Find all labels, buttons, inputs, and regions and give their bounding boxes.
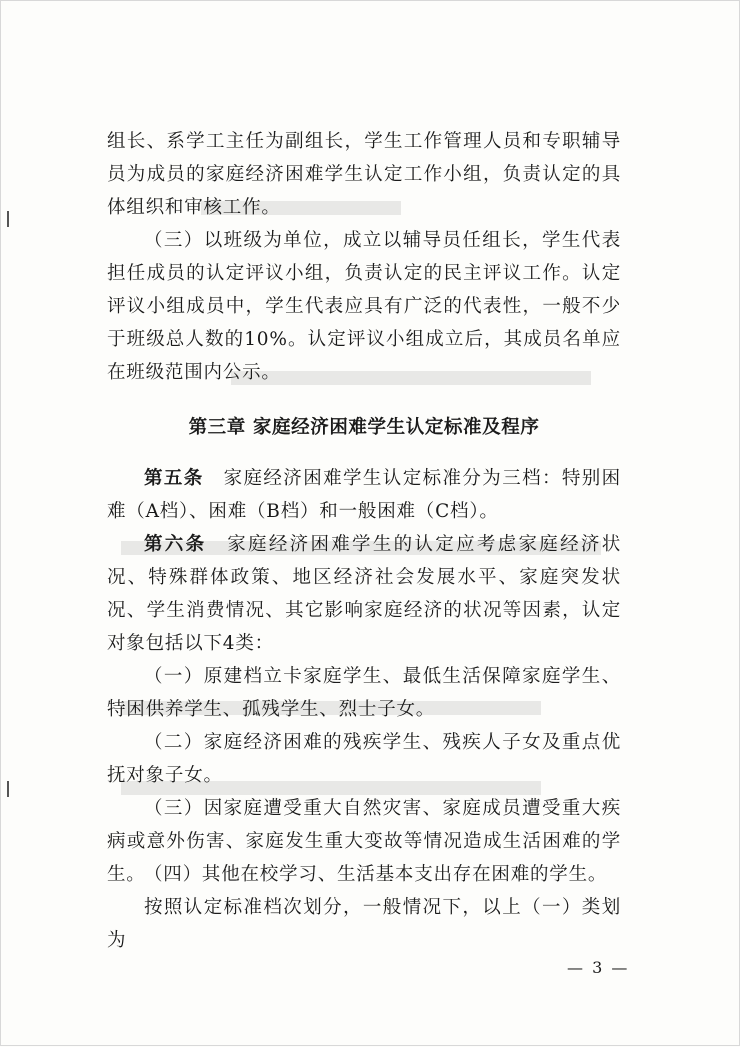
list-item-3: （三）因家庭遭受重大自然灾害、家庭成员遭受重大疾病或意外伤害、家庭发生重大变故等情况造成生活困难的学生。	[107, 798, 621, 885]
binding-mark	[7, 211, 9, 227]
last-paragraph: 按照认定标准档次划分，一般情况下，以上（一）类划为	[107, 897, 621, 951]
page-number: — 3 —	[567, 958, 630, 977]
article-6-text: 家庭经济困难学生的认定应考虑家庭经济状况、特殊群体政策、地区经济社会发展水平、家庭突发状况、学生消费情况、其它影响家庭经济的状况等因素，认定对象包括以下4类：	[107, 534, 622, 654]
paragraph-item-3-committee: （三）以班级为单位，成立以辅导员任组长，学生代表担任成员的认定评议小组，负责认定的民主评议工作。认定评议小组成员中，学生代表应具有广泛的代表性，一般不少于班级总人数的10%。认定评议小组成立后，其成员名单应在班级范围内公示。	[107, 230, 621, 383]
list-item-2: （二）家庭经济困难的残疾学生、残疾人子女及重点优抚对象子女。	[107, 732, 621, 786]
list-item-4: （四）其他在校学习、生活基本支出存在困难的学生。	[144, 864, 608, 885]
article-6-label: 第六条	[144, 534, 207, 555]
article-6	[107, 528, 621, 660]
article-5-text: 家庭经济困难学生认定标准分为三档：特别困难（A档）、困难（B档）和一般困难（C档）。	[107, 468, 621, 522]
article-5-label: 第五条	[144, 468, 204, 489]
paragraph-continuation: 组长、系学工主任为副组长，学生工作管理人员和专职辅导员为成员的家庭经济困难学生认定工作小组，负责认定的具体组织和审核工作。	[107, 131, 621, 218]
list-item-1: （一）原建档立卡家庭学生、最低生活保障家庭学生、特困供养学生、孤残学生、烈士子女。	[107, 666, 621, 720]
chapter-heading: 第三章 家庭经济困难学生认定标准及程序	[188, 417, 540, 438]
binding-mark	[7, 781, 9, 797]
article-5	[107, 462, 621, 528]
